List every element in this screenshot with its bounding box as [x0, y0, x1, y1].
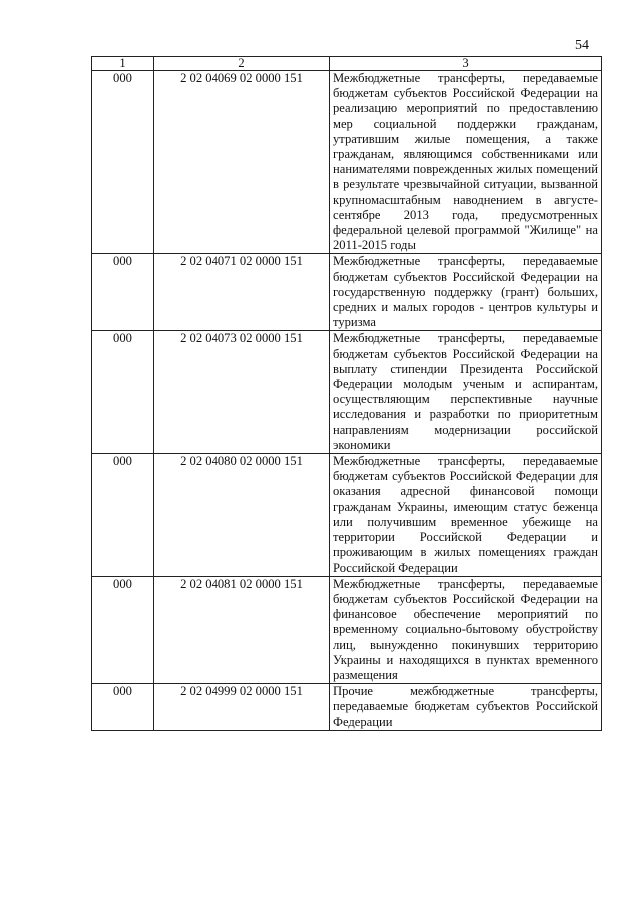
- income-description-cell: Прочие межбюджетные трансферты, передаваемые бюджетам субъектов Российской Федерации: [330, 684, 602, 731]
- admin-code-cell: 000: [92, 71, 154, 254]
- admin-code-cell: 000: [92, 684, 154, 731]
- income-description-cell: Межбюджетные трансферты, передаваемые бюджетам субъектов Российской Федерации на государственную поддержку (грант) больших, средних и малых городов - центров культуры и туризма: [330, 254, 602, 331]
- table-row: [92, 576, 602, 683]
- table-row: [92, 254, 602, 331]
- column-header-3: 3: [330, 57, 602, 71]
- table-header-row: [92, 57, 602, 71]
- income-description-cell: Межбюджетные трансферты, передаваемые бюджетам субъектов Российской Федерации на финансовое обеспечение мероприятий по временному социально-бытовому обустройству лиц, вынужденно покинувших территорию Украины и находящихся в пунктах временного размещения: [330, 576, 602, 683]
- page-number: 54: [575, 38, 589, 53]
- table-row: [92, 71, 602, 254]
- budget-codes-table: [91, 56, 602, 731]
- admin-code-cell: 000: [92, 254, 154, 331]
- table-row: [92, 454, 602, 577]
- admin-code-cell: 000: [92, 454, 154, 577]
- income-description-cell: Межбюджетные трансферты, передаваемые бюджетам субъектов Российской Федерации на выплату стипендии Президента Российской Федерации молодым ученым и аспирантам, осуществляющим перспективные научные исследования и разработки по приоритетным направлениям модернизации российской экономики: [330, 331, 602, 454]
- admin-code-cell: 000: [92, 331, 154, 454]
- budget-classification-code-cell: 2 02 04080 02 0000 151: [154, 454, 330, 577]
- budget-classification-code-cell: 2 02 04071 02 0000 151: [154, 254, 330, 331]
- column-header-1: 1: [92, 57, 154, 71]
- income-description-cell: Межбюджетные трансферты, передаваемые бюджетам субъектов Российской Федерации на реализацию мероприятий по предоставлению мер социальной поддержки гражданам, утратившим жилые помещения, а также гражданам, являющимся собственниками или нанимателями поврежденных жилых помещений в результате чрезвычайной ситуации, вызванной крупномасштабным наводнением в августе-сентябре 2013 года, предусмотренных федеральной целевой программой "Жилище" на 2011-2015 годы: [330, 71, 602, 254]
- table-row: [92, 684, 602, 731]
- budget-classification-code-cell: 2 02 04073 02 0000 151: [154, 331, 330, 454]
- budget-classification-code-cell: 2 02 04069 02 0000 151: [154, 71, 330, 254]
- budget-classification-code-cell: 2 02 04999 02 0000 151: [154, 684, 330, 731]
- column-header-2: 2: [154, 57, 330, 71]
- table-row: [92, 331, 602, 454]
- admin-code-cell: 000: [92, 576, 154, 683]
- budget-classification-code-cell: 2 02 04081 02 0000 151: [154, 576, 330, 683]
- income-description-cell: Межбюджетные трансферты, передаваемые бюджетам субъектов Российской Федерации для оказания адресной финансовой помощи гражданам Украины, имеющим статус беженца или получившим временное убежище на территории Российской Федерации и проживающим в жилых помещениях граждан Российской Федерации: [330, 454, 602, 577]
